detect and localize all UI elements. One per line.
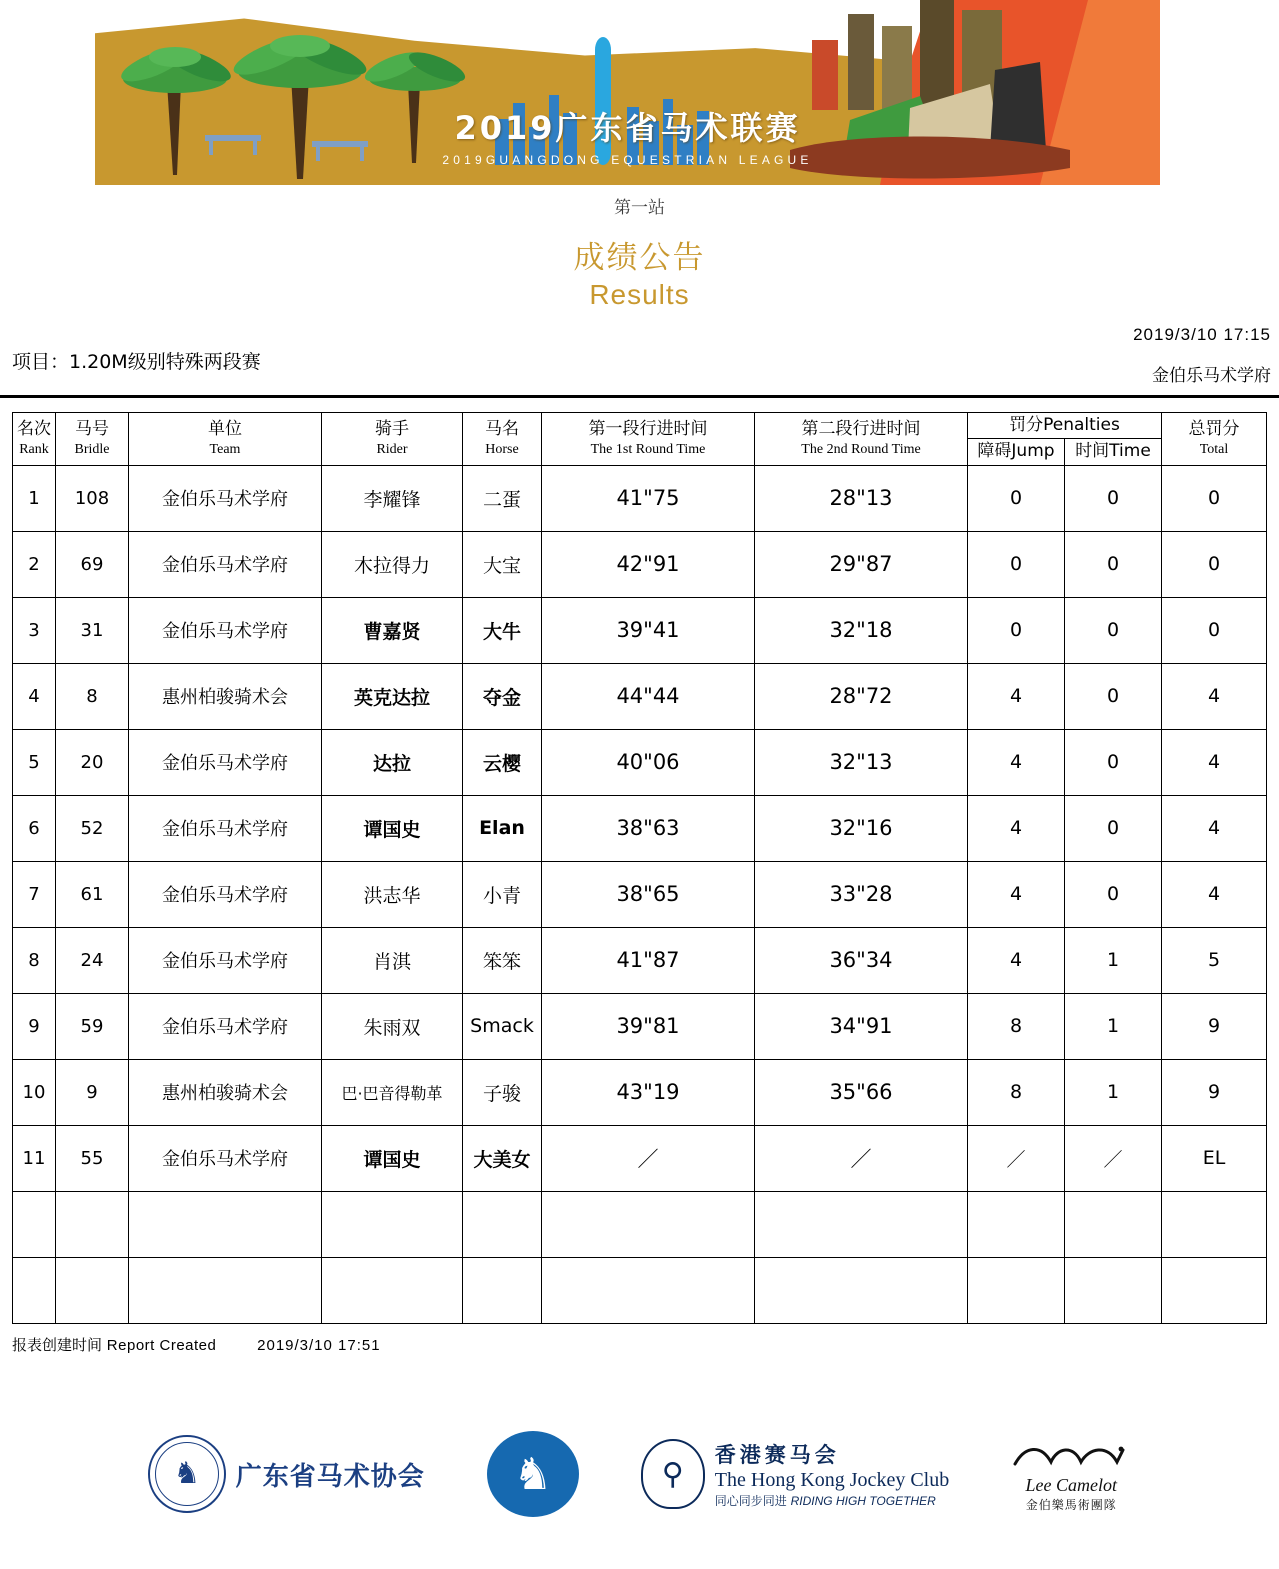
cell-horse: 大美女 [463,1125,542,1191]
cell-rider: 英克达拉 [322,663,463,729]
col-round1-cn: 第一段行进时间 [588,419,708,440]
cell-rank: 1 [13,465,56,531]
cell-total: 4 [1162,729,1267,795]
cell-rider: 巴·巴音得勒革 [322,1059,463,1125]
cell-time [1065,1257,1162,1323]
cell-rank: 3 [13,597,56,663]
report-created-value: 2019/3/10 17:51 [257,1336,381,1354]
cell-t2: 35"66 [755,1059,968,1125]
cell-bridle: 31 [56,597,129,663]
cell-rider: 谭国史 [322,795,463,861]
hkjc-badge-icon: ⚲ [641,1439,705,1509]
logo-camelot [1011,1436,1131,1513]
col-time [1065,439,1162,465]
results-table-head [13,413,1267,466]
cell-rank: 9 [13,993,56,1059]
cell-rider: 木拉得力 [322,531,463,597]
cell-t2: 33"28 [755,861,968,927]
results-table-body [13,465,1267,1323]
cell-horse: 小青 [463,861,542,927]
cell-bridle [56,1257,129,1323]
logo-gdea [148,1435,425,1513]
col-round2-en: The 2nd Round Time [801,441,921,457]
col-rank-en: Rank [19,441,49,457]
cell-jump: 4 [968,927,1065,993]
cell-time: 0 [1065,729,1162,795]
cell-time [1065,1191,1162,1257]
col-rank [13,413,56,466]
hkjc-label-en: The Hong Kong Jockey Club [714,1469,950,1491]
results-title-en: Results [589,279,690,310]
cell-jump: 8 [968,993,1065,1059]
cell-total: 9 [1162,1059,1267,1125]
cell-bridle: 8 [56,663,129,729]
col-round1 [542,413,755,466]
cell-team: 金伯乐马术学府 [129,795,322,861]
cell-jump: 4 [968,729,1065,795]
event-label: 项目：1.20M级别特殊两段赛 [12,351,261,373]
hkjc-slogan-cn: 同心同步同进 [714,1494,787,1508]
cell-rank: 11 [13,1125,56,1191]
cell-bridle: 9 [56,1059,129,1125]
cell-t1 [542,1257,755,1323]
cell-t2: 36"34 [755,927,968,993]
cell-rank: 6 [13,795,56,861]
col-rider-en: Rider [376,441,408,457]
col-jump [968,439,1065,465]
table-row [13,1257,1267,1323]
camelot-horses-icon [1011,1436,1131,1470]
cell-t1: 44"44 [542,663,755,729]
col-total-en: Total [1199,441,1229,457]
cell-bridle: 61 [56,861,129,927]
table-row [13,1125,1267,1191]
cell-time: 0 [1065,795,1162,861]
col-penalties-group [968,413,1162,439]
cell-team: 金伯乐马术学府 [129,993,322,1059]
col-round1-en: The 1st Round Time [590,441,706,457]
banner-title [95,103,1160,167]
cell-time: 0 [1065,531,1162,597]
cell-rank: 5 [13,729,56,795]
col-bridle-en: Bridle [74,441,110,457]
cell-total: 9 [1162,993,1267,1059]
cell-team: 金伯乐马术学府 [129,861,322,927]
results-table [12,412,1267,1324]
cell-team [129,1191,322,1257]
table-row [13,993,1267,1059]
col-horse [463,413,542,466]
cell-rider: 李耀锋 [322,465,463,531]
cell-bridle: 24 [56,927,129,993]
cell-total: EL [1162,1125,1267,1191]
cell-team: 金伯乐马术学府 [129,1125,322,1191]
cell-jump: 0 [968,465,1065,531]
cell-total [1162,1191,1267,1257]
cell-bridle: 108 [56,465,129,531]
cell-t2: 29"87 [755,531,968,597]
col-team-en: Team [209,441,241,457]
cell-t2: 32"18 [755,597,968,663]
col-horse-cn: 马名 [485,419,519,440]
venue-label: 金伯乐马术学府 [1152,366,1271,386]
cell-rider: 洪志华 [322,861,463,927]
table-row [13,1191,1267,1257]
hkjc-slogan-en: RIDING HIGH TOGETHER [790,1494,936,1508]
cell-rank: 7 [13,861,56,927]
cell-t1: 39"81 [542,993,755,1059]
table-row [13,663,1267,729]
cell-rider: 谭国史 [322,1125,463,1191]
camelot-label-cn: 金伯樂馬術團隊 [1025,1497,1117,1512]
cell-horse: Smack [463,993,542,1059]
event-datetime: 2019/3/10 17:15 [1133,325,1271,344]
col-penalties-label: 罚分Penalties [1009,415,1120,435]
col-total-cn: 总罚分 [1188,419,1240,440]
cell-time: 0 [1065,465,1162,531]
cell-horse: Elan [463,795,542,861]
col-team [129,413,322,466]
cell-t1 [542,1191,755,1257]
cell-rider: 朱雨双 [322,993,463,1059]
cell-time: 1 [1065,1059,1162,1125]
cell-bridle: 20 [56,729,129,795]
cell-rank: 2 [13,531,56,597]
cell-jump: 4 [968,795,1065,861]
banner-artwork [95,0,1160,185]
cell-t2 [755,1191,968,1257]
cell-bridle: 52 [56,795,129,861]
cell-bridle [56,1191,129,1257]
col-time-label: 时间Time [1075,441,1151,462]
cell-total: 4 [1162,861,1267,927]
gdea-seal-icon [148,1435,226,1513]
cell-time: 0 [1065,861,1162,927]
header-divider [0,395,1279,398]
cell-horse [463,1257,542,1323]
cell-t2: 28"13 [755,465,968,531]
table-row [13,465,1267,531]
cell-rider [322,1257,463,1323]
cell-bridle: 59 [56,993,129,1059]
hkjc-label-cn: 香港赛马会 [714,1443,840,1467]
cell-t1: 42"91 [542,531,755,597]
results-title-cn: 成绩公告 [573,240,706,276]
cell-team [129,1257,322,1323]
col-round2-cn: 第二段行进时间 [801,419,921,440]
cell-time: 1 [1065,993,1162,1059]
table-row [13,597,1267,663]
table-row [13,729,1267,795]
cell-team: 金伯乐马术学府 [129,531,322,597]
cell-t1: 41"87 [542,927,755,993]
cell-jump: 4 [968,861,1065,927]
white-horse-icon: ♞ [487,1431,579,1517]
col-horse-en: Horse [485,441,519,457]
cell-jump [968,1191,1065,1257]
col-rider [322,413,463,466]
cell-total: 0 [1162,465,1267,531]
cell-time: 0 [1065,597,1162,663]
cell-t1: 38"65 [542,861,755,927]
report-created-en: Report Created [106,1336,217,1354]
cell-t2: 34"91 [755,993,968,1059]
col-bridle [56,413,129,466]
cell-horse: 大宝 [463,531,542,597]
table-row [13,531,1267,597]
table-row [13,795,1267,861]
report-created-cn: 报表创建时间 [12,1335,103,1354]
meta-row [0,325,1279,395]
cell-t2: 32"13 [755,729,968,795]
cell-jump: 0 [968,597,1065,663]
cell-horse: 大牛 [463,597,542,663]
cell-jump [968,1257,1065,1323]
col-total [1162,413,1267,466]
cell-rank: 8 [13,927,56,993]
col-jump-label: 障碍Jump [977,441,1055,462]
cell-rider: 曹嘉贤 [322,597,463,663]
cell-jump: ／ [968,1125,1065,1191]
col-team-cn: 单位 [208,419,242,440]
cell-time: 0 [1065,663,1162,729]
cell-total: 4 [1162,663,1267,729]
logo-hkjc [641,1439,949,1509]
cell-team: 惠州柏骏骑术会 [129,663,322,729]
table-row [13,927,1267,993]
cell-rank: 4 [13,663,56,729]
cell-rank [13,1191,56,1257]
cell-time: ／ [1065,1125,1162,1191]
cell-t2: 32"16 [755,795,968,861]
table-row [13,861,1267,927]
cell-jump: 0 [968,531,1065,597]
cell-team: 金伯乐马术学府 [129,465,322,531]
report-created [12,1334,1279,1355]
banner-title-en: 2019GUANGDONG EQUESTRIAN LEAGUE [442,153,813,167]
footer-logos [0,1419,1279,1529]
cell-t1: 40"06 [542,729,755,795]
cell-total: 5 [1162,927,1267,993]
table-header-row [13,413,1267,439]
cell-team: 金伯乐马术学府 [129,597,322,663]
col-round2 [755,413,968,466]
cell-t1: 41"75 [542,465,755,531]
cell-bridle: 69 [56,531,129,597]
cell-t2 [755,1257,968,1323]
banner-title-cn: 2019广东省马术联赛 [454,109,801,147]
camelot-signature: Lee Camelot [1025,1474,1117,1495]
cell-rider [322,1191,463,1257]
cell-total: 4 [1162,795,1267,861]
gdea-label: 广东省马术协会 [235,1461,425,1492]
cell-horse: 夺金 [463,663,542,729]
cell-total [1162,1257,1267,1323]
cell-t2: ／ [755,1125,968,1191]
cell-team: 金伯乐马术学府 [129,729,322,795]
cell-total: 0 [1162,531,1267,597]
logo-white-horse [487,1431,579,1517]
cell-rider: 肖淇 [322,927,463,993]
cell-rank: 10 [13,1059,56,1125]
cell-jump: 8 [968,1059,1065,1125]
station-label: 第一站 [614,198,665,218]
cell-t1: 43"19 [542,1059,755,1125]
cell-horse: 云樱 [463,729,542,795]
cell-horse: 子骏 [463,1059,542,1125]
cell-team: 金伯乐马术学府 [129,927,322,993]
cell-bridle: 55 [56,1125,129,1191]
cell-horse: 二蛋 [463,465,542,531]
cell-t1: 39"41 [542,597,755,663]
cell-team: 惠州柏骏骑术会 [129,1059,322,1125]
cell-total: 0 [1162,597,1267,663]
col-rider-cn: 骑手 [375,419,409,440]
banner [0,0,1279,185]
cell-t1: 38"63 [542,795,755,861]
horse-glyph-icon: ♞ [173,1457,201,1490]
col-bridle-cn: 马号 [75,419,109,440]
table-row [13,1059,1267,1125]
cell-horse [463,1191,542,1257]
cell-t1: ／ [542,1125,755,1191]
hkjc-slogan [715,1492,949,1509]
col-rank-cn: 名次 [17,419,51,440]
cell-horse: 笨笨 [463,927,542,993]
cell-t2: 28"72 [755,663,968,729]
cell-jump: 4 [968,663,1065,729]
cell-rider: 达拉 [322,729,463,795]
cell-rank [13,1257,56,1323]
cell-time: 1 [1065,927,1162,993]
